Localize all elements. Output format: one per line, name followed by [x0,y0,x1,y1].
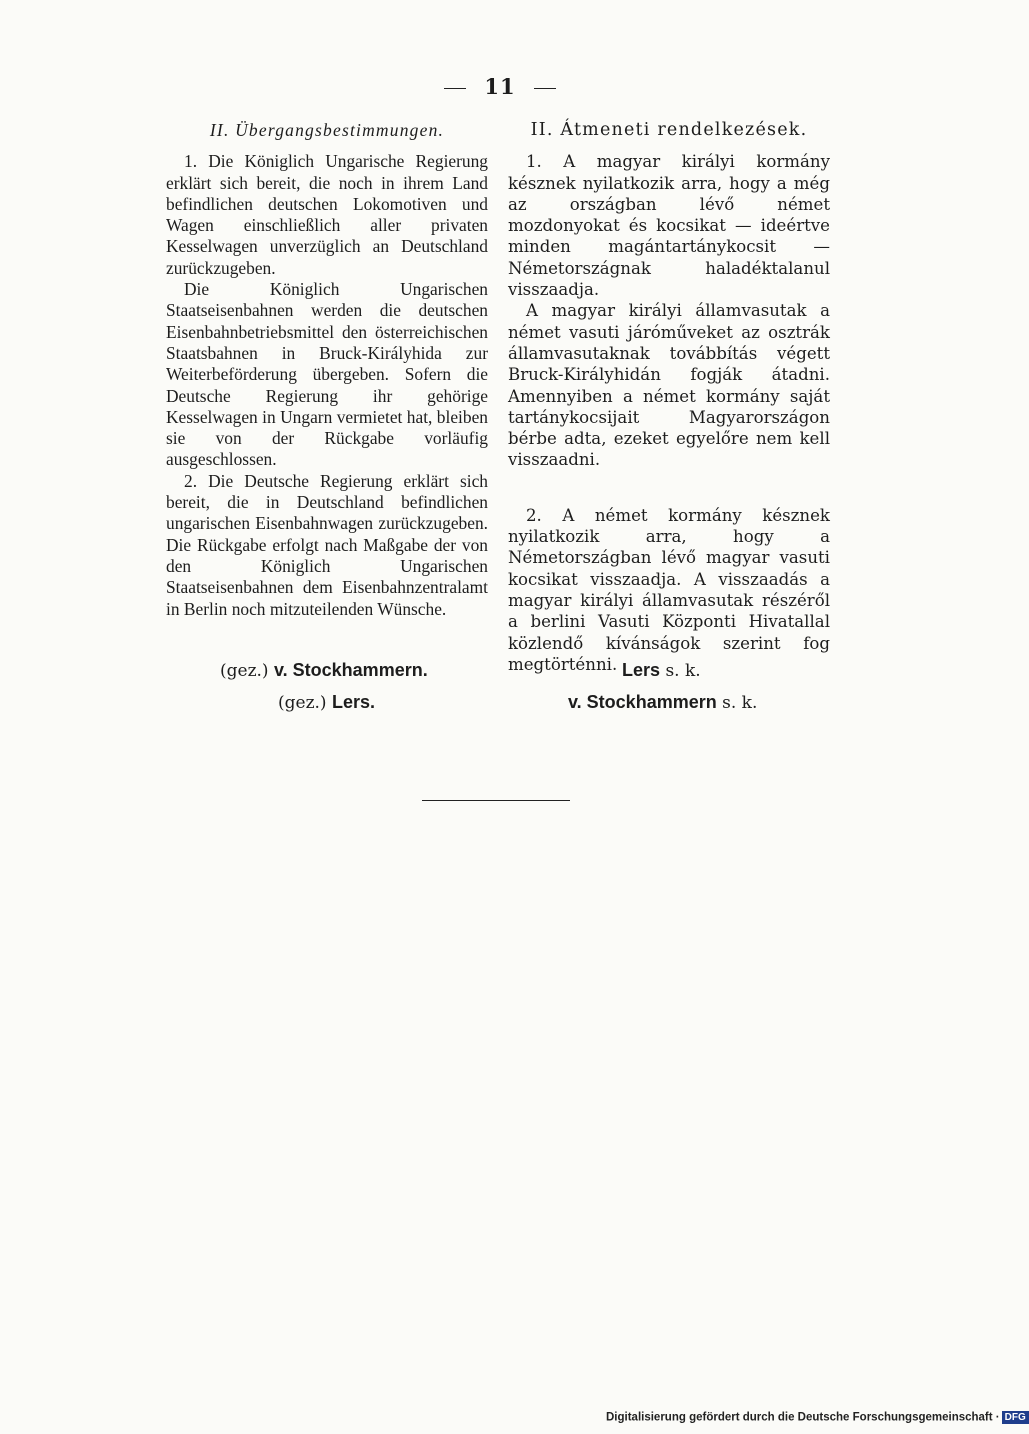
page-number [0,74,1000,99]
dash-left [444,88,466,89]
signature-suffix: s. k. [665,661,701,681]
signature-name: Lers. [331,692,376,712]
hungarian-paragraph-3: 2. A német kormány késznek nyilatkozik arra, hogy a Németországban lévő magyar vasuti kocsikat visszaadja. A visszaadás a magyar királyi államvasutak részéről a berlini Vasuti Központi Hivatallal közlendő kívánságok szerint fog megtörténni. [508,505,830,674]
signature-prefix: (gez.) [278,693,327,713]
german-paragraph-1: 1. Die Königlich Ungarische Regierung erklärt sich bereit, die noch in ihrem Land befindlichen deutschen Lokomotiven und Wagen einschließlich aller privaten Kesselwagen unverzüglich an Deutschland zurückzugeben. [166,151,488,278]
german-signature-2 [278,692,375,713]
hungarian-signature-1 [622,660,701,681]
hungarian-signature-2 [568,692,757,713]
signature-name: v. Stockhammern. [273,660,428,680]
hungarian-heading: II. Átmeneti rendelkezések. [530,120,808,140]
german-column [166,120,488,620]
closing-rule [422,800,570,801]
hungarian-paragraph-2: A magyar királyi államvasutak a német vasuti járóműveket az osztrák államvasutaknak továbbítás végett Bruck-Királyhidán fogják átadni. Amennyiben a német kormány saját tartánykocsijait Magyarországon bérbe adta, ezeket egyelőre nem kell visszaadni. [508,301,830,470]
dash-right [534,88,556,89]
paragraph-gap [508,471,830,505]
signature-prefix: (gez.) [220,661,269,681]
hungarian-column [508,120,830,675]
page-number-value: 11 [484,74,516,99]
german-paragraph-3: 2. Die Deutsche Regierung erklärt sich bereit, die in Deutschland befindlichen ungarischen Eisenbahnwagen zurückzugeben. Die Rückgabe erfolgt nach Maßgabe der von den Königlich Ungarischen Staatseisenbahnen dem Eisenbahnzentralamt in Berlin noch mitzuteilenden Wünsche. [166,470,488,619]
german-paragraph-2: Die Königlich Ungarischen Staatseisenbahnen werden die deutschen Eisenbahnbetriebsmittel den österreichischen Staatsbahnen in Bruck-Királyhida zur Weiterbeförderung übergeben. Sofern die Deutsche Regierung ihr gehörige Kesselwagen in Ungarn vermietet hat, bleiben sie von der Rückgabe vorläufig ausgeschlossen. [166,279,488,470]
footer-text: Digitalisierung gefördert durch die Deutsche Forschungsgemeinschaft · [606,1411,1000,1424]
german-signature-1 [220,660,428,681]
hungarian-paragraph-1: 1. A magyar királyi kormány késznek nyilatkozik arra, hogy a még az országban lévő német mozdonyokat és kocsikat — ideértve minden magántartánykocsit — Németországnak haladéktalanul visszaadja. [508,152,830,300]
signature-name: v. Stockhammern [568,692,717,712]
signature-suffix: s. k. [722,693,758,713]
signature-name: Lers [622,660,661,680]
dfg-logo: DFG [1002,1411,1029,1424]
dfg-footer [606,1411,1029,1424]
german-heading: II. Übergangsbestimmungen. [209,120,445,140]
